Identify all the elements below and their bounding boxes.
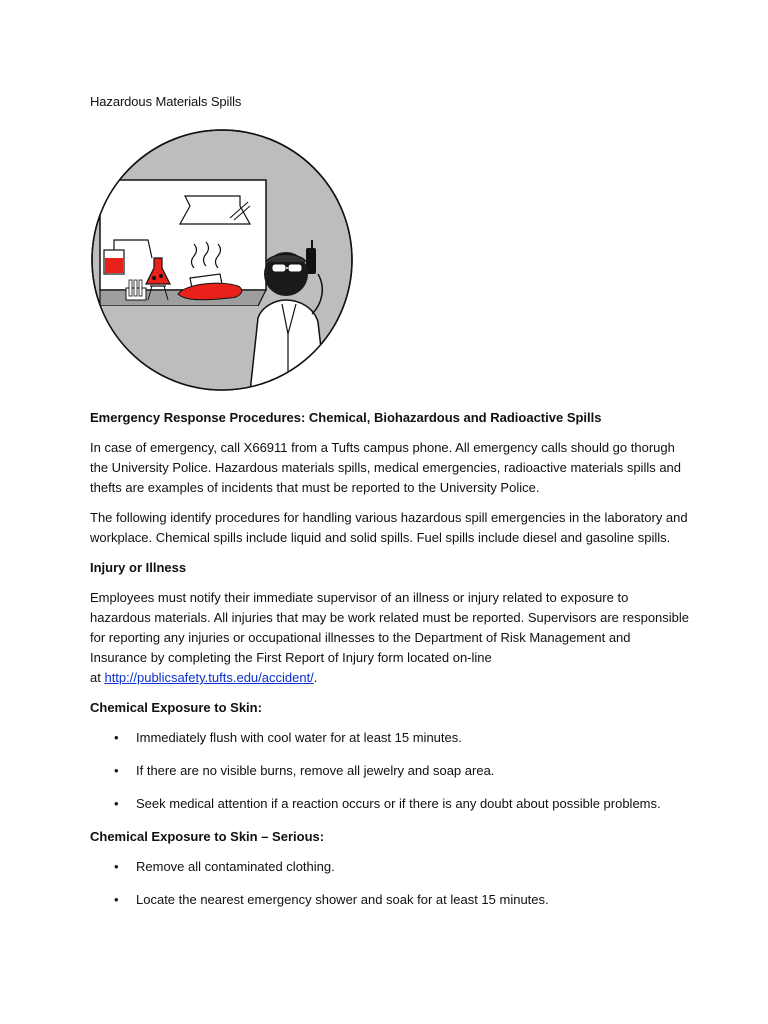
list-item <box>90 857 690 877</box>
list-item-text: If there are no visible burns, remove all jewelry and soap area. <box>136 763 495 778</box>
injury-link-prefix: at <box>90 670 105 685</box>
skin-exposure-list <box>90 728 690 814</box>
heading-injury: Injury or Illness <box>90 560 187 575</box>
bullet-icon: • <box>114 859 119 874</box>
bullet-icon: • <box>114 730 119 745</box>
bullet-icon: • <box>114 796 119 811</box>
lab-spill-illustration-icon <box>90 128 354 392</box>
list-item <box>90 761 690 781</box>
injury-text: Employees must notify their immediate supervisor of an illness or injury related to exposure to hazardous materials. All injuries that may be work related must be reported. Supervisors are responsible for reporting any injuries or occupational illnesses to the Department of Risk Management and Insurance by completing the First Report of Injury form located on-line <box>90 590 690 665</box>
list-item-text: Seek medical attention if a reaction occurs or if there is any doubt about possible problems. <box>136 796 661 811</box>
page-title: Hazardous Materials Spills <box>90 94 242 109</box>
skin-serious-list <box>90 857 690 910</box>
list-item <box>90 728 690 748</box>
bullet-icon: • <box>114 763 119 778</box>
paragraph-emergency: In case of emergency, call X66911 from a Tufts campus phone. All emergency calls should go thorugh the University Police. Hazardous materials spills, medical emergencies, radioactive materials spills and thefts are examples of incidents that must be reported to the University Police. <box>90 440 682 495</box>
section-heading: Emergency Response Procedures: Chemical, Biohazardous and Radioactive Spills <box>90 410 602 425</box>
bullet-icon: • <box>114 892 119 907</box>
list-item-text: Immediately flush with cool water for at least 15 minutes. <box>136 730 462 745</box>
document-body <box>90 408 690 923</box>
heading-skin-serious: Chemical Exposure to Skin – Serious: <box>90 829 325 844</box>
injury-link-suffix: . <box>313 670 318 685</box>
paragraph-procedures: The following identify procedures for handling various hazardous spill emergencies in the laboratory and workplace. Chemical spills include liquid and solid spills. Fuel spills include diesel and gasoline spills. <box>90 510 688 545</box>
list-item-text: Remove all contaminated clothing. <box>136 859 335 874</box>
paragraph-injury <box>90 588 690 688</box>
list-item <box>90 890 690 910</box>
list-item <box>90 794 690 814</box>
heading-skin-exposure: Chemical Exposure to Skin: <box>90 700 262 715</box>
list-item-text: Locate the nearest emergency shower and soak for at least 15 minutes. <box>136 892 549 907</box>
accident-report-link[interactable]: http://publicsafety.tufts.edu/accident/ <box>104 670 314 685</box>
